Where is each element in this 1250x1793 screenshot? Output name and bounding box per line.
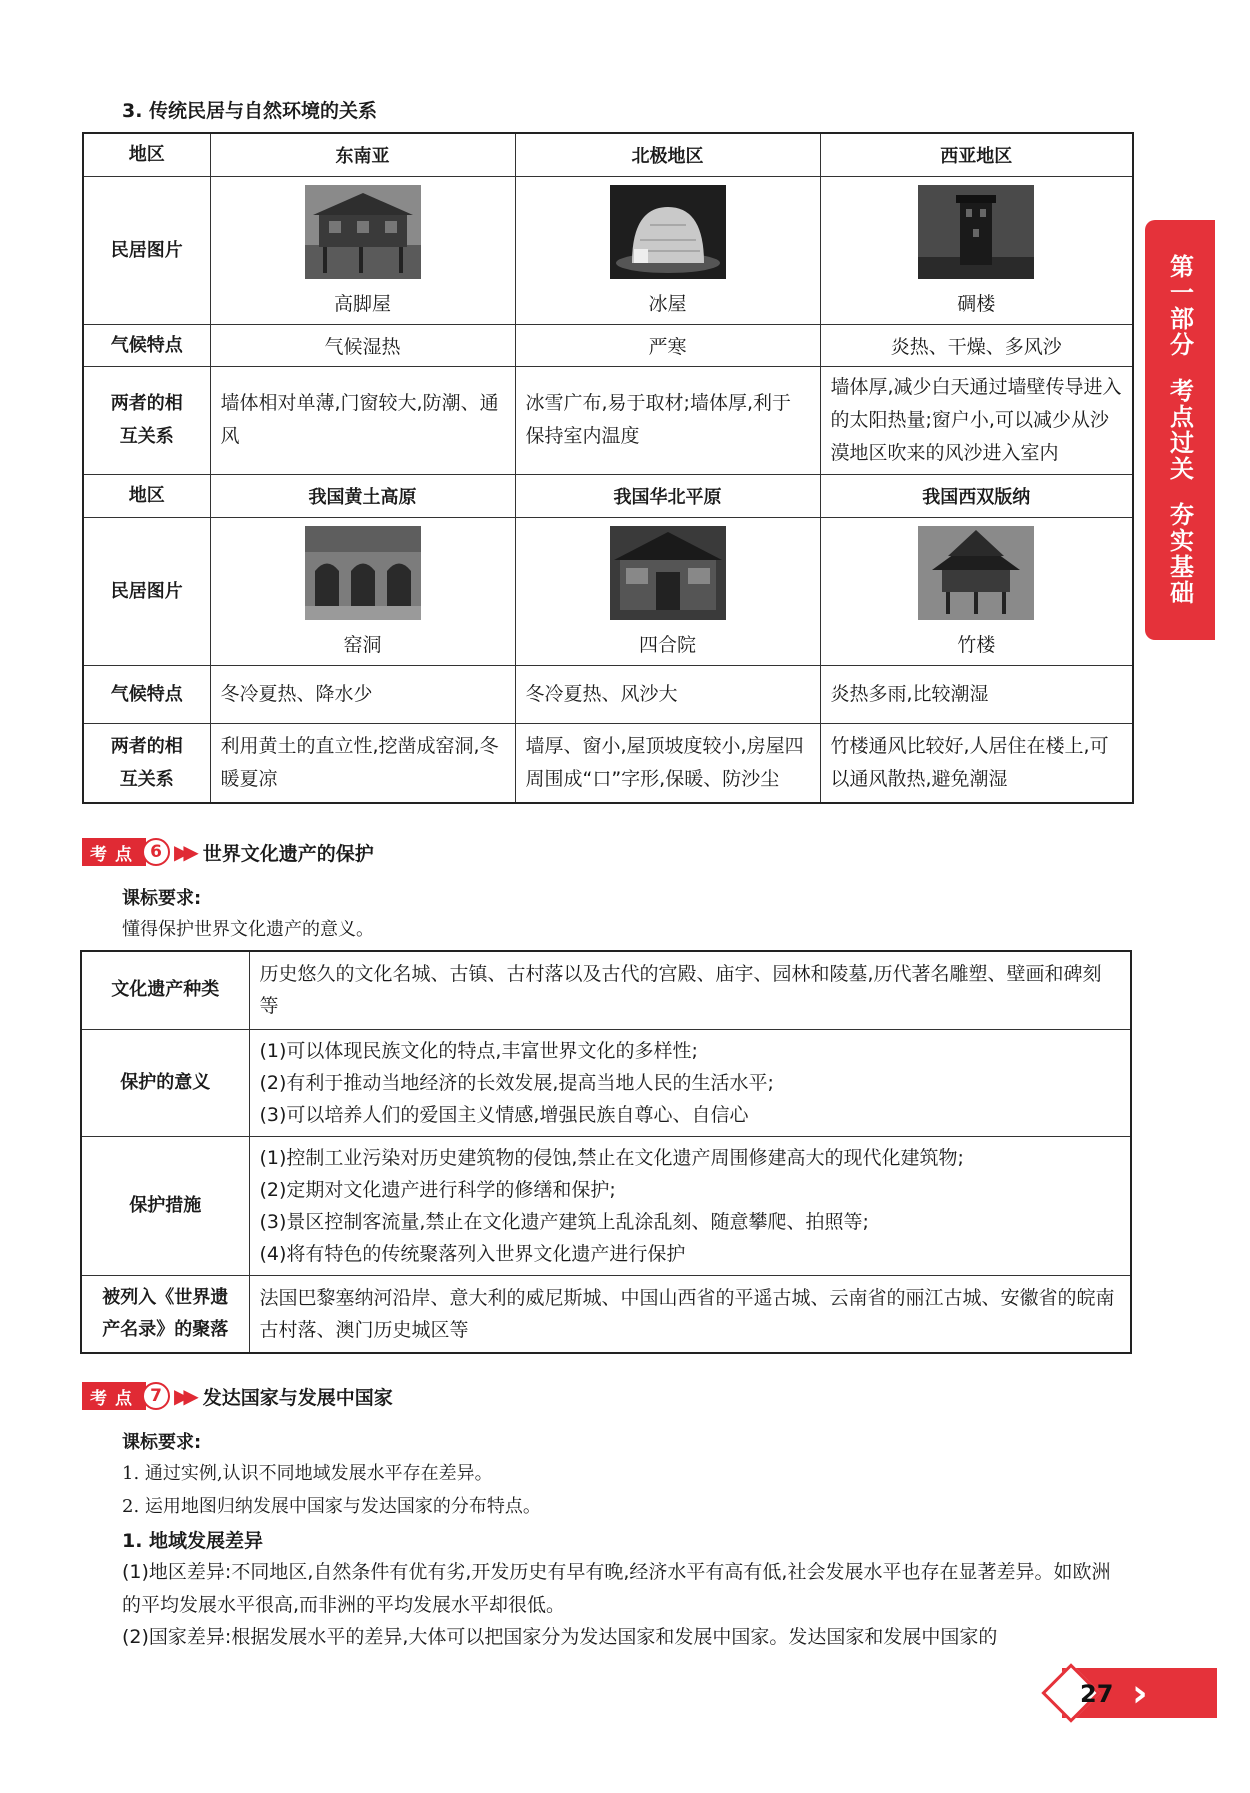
house-name: 窑洞 [343,633,382,656]
house-picture-cell [210,176,515,324]
paragraph: (2)国家差异:根据发展水平的差异,大体可以把国家分为发达国家和发展中国家。发达国家和发展中国家的 [122,1626,998,1648]
page-number: 27 [1080,1680,1114,1708]
climate-cell: 严寒 [515,324,820,366]
heritage-line: 法国巴黎塞纳河沿岸、意大利的威尼斯城、中国山西省的平遥古城、云南省的丽江古城、安徽省的皖南古村落、澳门历史城区等 [259,1286,1115,1341]
side-tab-text: 第一部分 [1165,254,1194,358]
heritage-line: (1)可以体现民族文化的特点,丰富世界文化的多样性; [259,1039,698,1062]
kaodian-number: 7 [142,1382,170,1410]
chevron-right-icon: › [1132,1671,1148,1715]
heritage-line: (2)有利于推动当地经济的长效发展,提高当地人民的生活水平; [259,1071,774,1094]
igloo-photo [610,185,726,279]
kaodian-title: 世界文化遗产的保护 [202,842,374,865]
heritage-content [249,951,1131,1029]
relation-cell: 竹楼通风比较好,人居住在楼上,可以通风散热,避免潮湿 [820,723,1133,803]
kaodian-badge: 考点 [82,838,146,866]
heritage-line: (1)控制工业污染对历史建筑物的侵蚀,禁止在文化遗产周围修建高大的现代化建筑物; [259,1146,964,1169]
side-tab-text: 考点过关 [1165,378,1194,482]
region-header: 我国黄土高原 [210,474,515,517]
house-picture-cell [820,176,1133,324]
house-name: 四合院 [638,633,696,656]
courtyard-house-photo [610,526,726,620]
kaodian-6-header [82,838,374,866]
house-name: 竹楼 [957,633,996,656]
heritage-label: 保护措施 [81,1136,249,1275]
heritage-line: 历史悠久的文化名城、古镇、古村落以及古代的宫殿、庙宇、园林和陵墓,历代著名雕塑、壁画和碑刻等 [259,963,1102,1018]
region-header: 我国华北平原 [515,474,820,517]
cave-dwelling-photo [305,526,421,620]
region-header: 我国西双版纳 [820,474,1133,517]
bamboo-house-photo [918,526,1034,620]
house-picture-cell [515,176,820,324]
stilt-house-photo [305,185,421,279]
label-climate: 气候特点 [83,665,210,723]
requirement-label: 课标要求: [122,1432,202,1453]
relation-cell: 利用黄土的直立性,挖凿成窑洞,冬暖夏凉 [210,723,515,803]
climate-cell: 炎热多雨,比较潮湿 [820,665,1133,723]
label-region: 地区 [83,133,210,176]
paragraph: (1)地区差异:不同地区,自然条件有优有劣,开发历史有早有晚,经济水平有高有低,社会发展水平也存在显著差异。如欧洲的平均发展水平很高,而非洲的平均发展水平却很低。 [122,1561,1111,1616]
requirement-text: 懂得保护世界文化遗产的意义。 [122,919,374,940]
relation-cell: 冰雪广布,易于取材;墙体厚,利于保持室内温度 [515,366,820,474]
region-header: 西亚地区 [820,133,1133,176]
climate-cell: 气候湿热 [210,324,515,366]
relation-cell: 墙体厚,减少白天通过墙壁传导进入的太阳热量;窗户小,可以减少从沙漠地区吹来的风沙进入室内 [820,366,1133,474]
kaodian-number: 6 [142,838,170,866]
side-tab-text: 夯实基础 [1165,502,1194,606]
requirement-line: 2. 运用地图归纳发展中国家与发达国家的分布特点。 [122,1496,541,1517]
house-picture-cell [210,517,515,665]
region-header: 北极地区 [515,133,820,176]
label-picture: 民居图片 [83,176,210,324]
house-name: 高脚屋 [333,292,391,315]
heritage-line: (4)将有特色的传统聚落列入世界文化遗产进行保护 [259,1242,686,1265]
label-climate: 气候特点 [83,324,210,366]
section-title: 3. 传统民居与自然环境的关系 [122,100,378,122]
label-relation: 两者的相互关系 [83,366,210,474]
double-arrow-icon: ▶▶ [174,1384,193,1408]
house-picture-cell [515,517,820,665]
heritage-label: 文化遗产种类 [81,951,249,1029]
heritage-line: (2)定期对文化遗产进行科学的修缮和保护; [259,1178,616,1201]
relation-cell: 墙体相对单薄,门窗较大,防潮、通风 [210,366,515,474]
label-relation: 两者的相互关系 [83,723,210,803]
region-header: 东南亚 [210,133,515,176]
heritage-label: 被列入《世界遗产名录》的聚落 [81,1275,249,1353]
heritage-line: (3)景区控制客流量,禁止在文化遗产建筑上乱涂乱刻、随意攀爬、拍照等; [259,1210,869,1233]
house-picture-cell [820,517,1133,665]
houses-table [82,132,1134,804]
heritage-table [80,950,1132,1354]
kaodian-7-header [82,1382,393,1410]
relation-cell: 墙厚、窗小,屋顶坡度较小,房屋四周围成“口”字形,保暖、防沙尘 [515,723,820,803]
requirement-line: 1. 通过实例,认识不同地域发展水平存在差异。 [122,1463,493,1484]
double-arrow-icon: ▶▶ [174,840,193,864]
heritage-line: (3)可以培养人们的爱国主义情感,增强民族自尊心、自信心 [259,1103,749,1126]
watchtower-photo [918,185,1034,279]
label-picture: 民居图片 [83,517,210,665]
heritage-content [249,1029,1131,1136]
climate-cell: 冬冷夏热、风沙大 [515,665,820,723]
heritage-content [249,1275,1131,1353]
kaodian-title: 发达国家与发展中国家 [202,1386,393,1409]
side-section-tab [1145,220,1215,640]
heritage-label: 保护的意义 [81,1029,249,1136]
climate-cell: 冬冷夏热、降水少 [210,665,515,723]
house-name: 碉楼 [957,292,996,315]
label-region: 地区 [83,474,210,517]
page-number-badge [1062,1668,1217,1718]
kaodian-badge: 考点 [82,1382,146,1410]
subsection-title: 1. 地域发展差异 [122,1530,264,1552]
heritage-content [249,1136,1131,1275]
house-name: 冰屋 [648,292,687,315]
requirement-label: 课标要求: [122,888,202,909]
climate-cell: 炎热、干燥、多风沙 [820,324,1133,366]
